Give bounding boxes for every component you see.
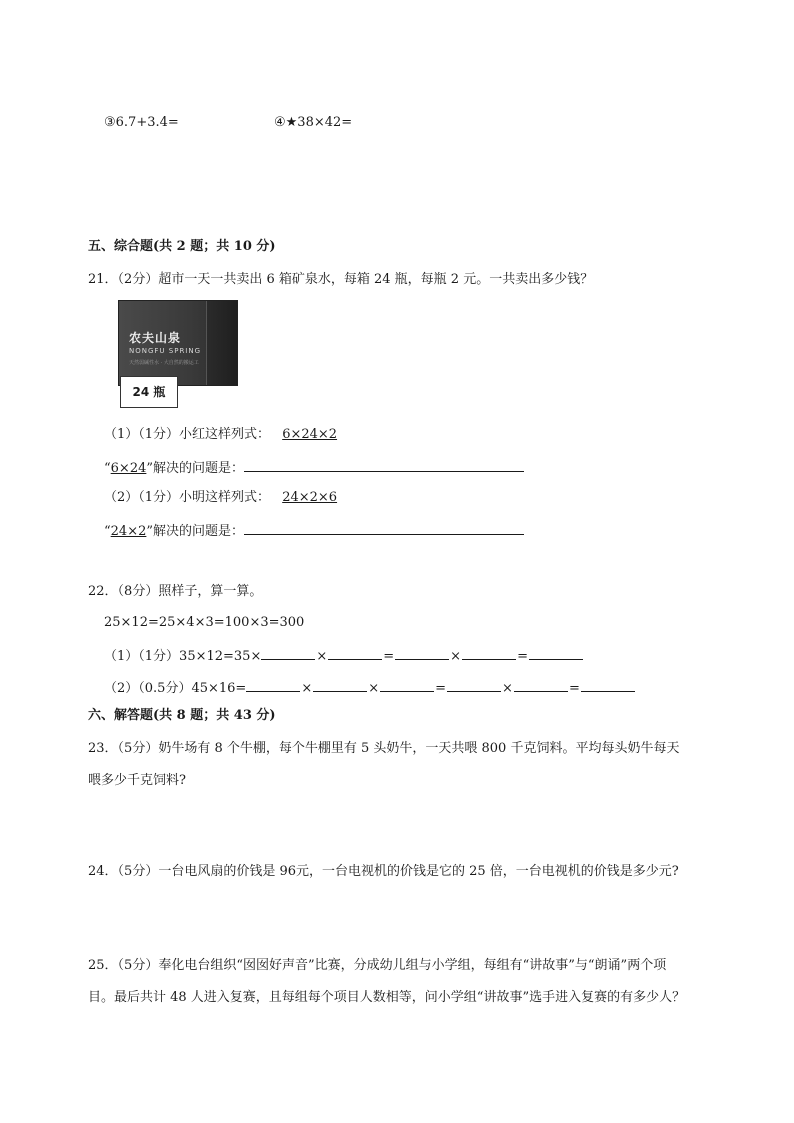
q21-part1-q-rest: ”解决的问题是： — [146, 461, 245, 476]
open-quote: “ — [104, 524, 111, 539]
q22-part2 — [104, 677, 635, 699]
q22-p1-blank-3[interactable] — [395, 645, 449, 660]
q21-part1 — [104, 425, 337, 445]
q22-p1-blank-4[interactable] — [462, 645, 516, 660]
open-quote: “ — [104, 461, 111, 476]
brand-slogan: 天然弱碱性水 · 大自然的搬运工 — [129, 360, 199, 366]
q21-stem: 21．（2分）超市一天一共卖出 6 箱矿泉水，每箱 24 瓶，每瓶 2 元。一共卖出多少钱？ — [88, 272, 594, 287]
q22-p2-blank-3[interactable] — [380, 677, 434, 692]
equals-sign: = — [517, 649, 528, 664]
q21-answer-blank-2[interactable] — [244, 520, 524, 535]
q22-p2-blank-5[interactable] — [514, 677, 568, 692]
q22-example: 25×12=25×4×3=100×3=300 — [104, 615, 305, 630]
times-sign: × — [450, 649, 462, 664]
q22-p2-blank-1[interactable] — [246, 677, 300, 692]
times-sign: × — [301, 681, 313, 696]
item-3: ③6.7+3.4= — [104, 115, 179, 130]
q21-part2-prefix: （2）（1分）小明这样列式： — [104, 490, 271, 505]
q21-answer-blank-1[interactable] — [244, 457, 524, 472]
q22-p1-blank-5[interactable] — [529, 645, 583, 660]
q21-part1-q-expr: 6×24 — [110, 461, 147, 476]
mineral-water-box-image — [118, 300, 238, 410]
q25-line-2: 目。最后共计 48 人进入复赛，且每组每个项目人数相等，问小学组“讲故事”选手进入复赛的有多少人？ — [88, 990, 686, 1005]
q21-part2 — [104, 488, 337, 508]
section-6-heading: 六、解答题(共 8 题；共 43 分) — [88, 708, 276, 723]
q22-p2-blank-2[interactable] — [313, 677, 367, 692]
q22-part2-prefix: （2）（0.5分）45×16= — [104, 681, 247, 696]
times-sign: × — [502, 681, 513, 696]
q23-line-2: 喂多少千克饲料? — [88, 773, 186, 788]
q23-line-1: 23．（5分）奶牛场有 8 个牛棚，每个牛棚里有 5 头奶牛，一天共喂 800 千克饲料。平均每头奶牛每天 — [88, 741, 680, 756]
q21-part1-prefix: （1）（1分）小红这样列式： — [104, 427, 271, 442]
q21-part2-q-rest: ”解决的问题是： — [146, 524, 245, 539]
q21-part2-q-expr: 24×2 — [110, 524, 147, 539]
q25-line-1: 25．（5分）奉化电台组织“囡囡好声音”比赛，分成幼儿组与小学组，每组有“讲故事”与“朗诵”两个项 — [88, 958, 667, 973]
brand-name-cn: 农夫山泉 — [129, 331, 182, 345]
q22-part1 — [104, 645, 583, 667]
q22-stem: 22．（8分）照样子，算一算。 — [88, 584, 263, 599]
q22-p1-blank-1[interactable] — [261, 645, 315, 660]
q22-p2-blank-4[interactable] — [447, 677, 501, 692]
times-sign: × — [316, 649, 328, 664]
q21-part1-question — [104, 457, 524, 479]
brand-name-en: NONGFU SPRING — [129, 347, 202, 355]
box-side — [206, 301, 237, 385]
q21-part2-question — [104, 520, 524, 542]
section-5-heading: 五、综合题(共 2 题；共 10 分) — [88, 239, 276, 254]
equals-sign: = — [435, 681, 447, 696]
q21-part1-expr: 6×24×2 — [282, 427, 338, 442]
q24-line-1: 24．（5分）一台电风扇的价钱是 96元，一台电视机的价钱是它的 25 倍，一台电视机的价钱是多少元? — [88, 864, 679, 879]
item-4: ④★38×42= — [274, 115, 353, 130]
q21-part2-expr: 24×2×6 — [282, 490, 338, 505]
q22-p1-blank-2[interactable] — [328, 645, 382, 660]
q22-p2-blank-6[interactable] — [581, 677, 635, 692]
equals-sign: = — [383, 649, 395, 664]
equals-sign: = — [568, 681, 580, 696]
water-box — [118, 300, 238, 386]
times-sign: × — [368, 681, 380, 696]
q22-part1-prefix: （1）（1分）35×12=35× — [104, 649, 262, 664]
quantity-label: 24 瓶 — [120, 376, 178, 408]
